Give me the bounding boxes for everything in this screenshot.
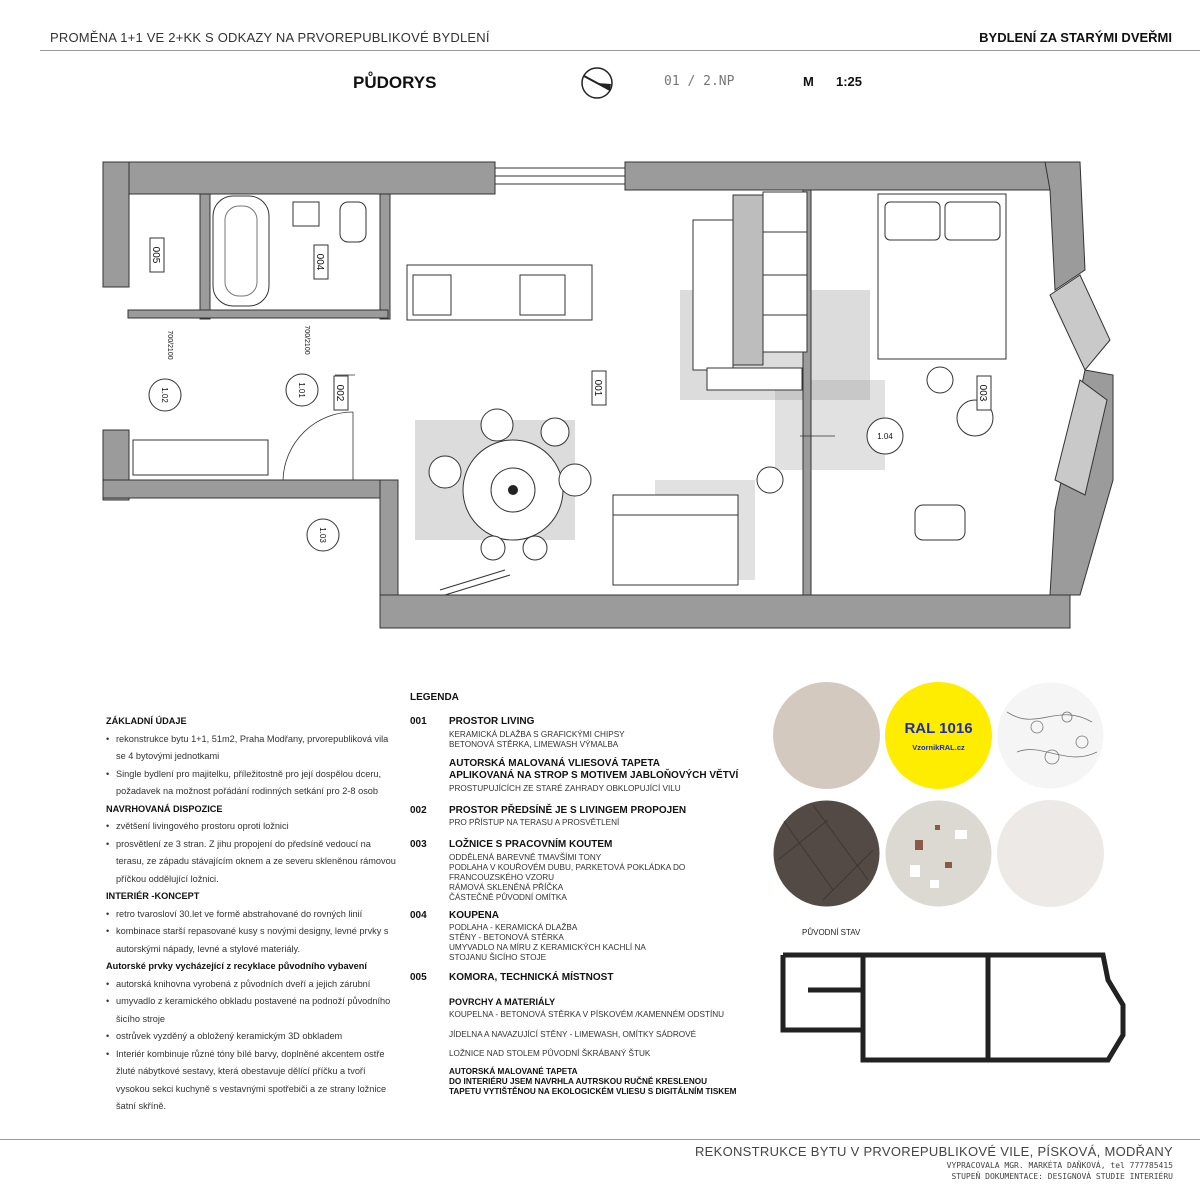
legend-heading: LEGENDA	[410, 692, 459, 703]
door-label: 1.02	[160, 387, 169, 403]
info-item: • Single bydlení pro majitelku, příležitostně pro její dospělou dceru, požadavek na možnost pořádání rodinných setkání pro 2-8 osob	[106, 766, 398, 801]
project-subtitle: BYDLENÍ ZA STARÝMI DVEŘMI	[979, 30, 1172, 45]
door-label: 1.01	[297, 382, 306, 398]
door-swings	[283, 412, 353, 480]
door-label: 1.04	[877, 432, 893, 441]
scale-label: M	[803, 74, 814, 89]
floor-plan	[95, 150, 1125, 635]
footer-title: REKONSTRUKCE BYTU V PRVOREPUBLIKOVÉ VILE, PÍSKOVÁ, MODŘANY	[694, 1144, 1173, 1159]
room-label: 002	[334, 384, 345, 402]
room-label: 001	[592, 379, 603, 397]
info-item: • umyvadlo z keramického obkladu postavené na podnoží původního šicího stroje	[106, 993, 398, 1028]
original-plan	[778, 950, 1134, 1070]
scale-value: 1:25	[836, 74, 863, 89]
terrazzo-swatch	[885, 800, 992, 907]
wardrobe	[763, 192, 807, 352]
partition	[693, 220, 733, 370]
info-item: • zvětšení livingového prostoru oproti ložnici	[106, 818, 398, 836]
footer-author: VYPRACOVALA MGR. MARKÉTA DAŇKOVÁ, tel 777785415	[946, 1161, 1173, 1170]
info-heading: Autorské prvky vycházející z recyklace původního vybavení	[106, 961, 367, 971]
info-item: • prosvětlení ze 3 stran. Z jihu propojení do předsíně vedoucí na terasu, ze západu stávajícím oknem a ze severu skleněnou rámovou příčkou oddělující ložnici.	[106, 836, 398, 889]
footer-divider	[0, 1139, 1200, 1140]
beige-swatch	[773, 682, 880, 789]
sofa	[613, 495, 738, 585]
cabinet	[133, 440, 268, 475]
smoked-oak-swatch	[773, 800, 880, 907]
project-title: PROMĚNA 1+1 VE 2+KK S ODKAZY NA PRVOREPUBLIKOVÉ BYDLENÍ	[50, 30, 490, 45]
sheet-title: PŮDORYS	[353, 73, 437, 92]
info-item: • Interiér kombinuje různé tóny bílé barvy, doplněné akcentem ostře žluté nábytkové sestavy, která obestavuje dělící příčku a tvoří vysokou sekci kuchyně s vestavnými spotřebiči a ze strany ložnice šatní skříně.	[106, 1046, 398, 1116]
ral-swatch	[885, 682, 992, 789]
room-label: 003	[977, 384, 988, 402]
toilet	[340, 202, 366, 242]
washbasin	[293, 202, 319, 226]
north-arrow-icon	[580, 66, 614, 100]
info-item: • retro tvarosloví 30.let ve formě abstrahované do rovných linií	[106, 906, 398, 924]
ral-source: VzornikRAL.cz	[912, 742, 965, 752]
stairs	[440, 570, 510, 595]
sheet-number: 01 / 2.NP	[664, 74, 735, 89]
info-item: • ostrůvek vyzděný a obložený keramickým 3D obkladem	[106, 1028, 398, 1046]
apple-branch-pattern	[997, 682, 1104, 789]
door-size: 700/2100	[166, 330, 173, 360]
info-heading: INTERIÉR -KONCEPT	[106, 891, 200, 901]
door-label: 1.03	[318, 527, 327, 543]
footer-stage: STUPEŇ DOKUMENTACE: DESIGNOVÁ STUDIE INTERIÉRU	[951, 1172, 1173, 1181]
bathtub	[213, 196, 269, 306]
room-label: 004	[314, 253, 325, 271]
door-size: 700/2100	[303, 325, 310, 355]
ral-title: RAL 1016	[904, 719, 973, 737]
header-divider	[40, 50, 1200, 51]
info-heading: ZÁKLADNÍ ÚDAJE	[106, 716, 187, 726]
info-item: • autorská knihovna vyrobená z původních dveří a jejich zárubní	[106, 976, 398, 994]
project-info	[106, 713, 398, 1116]
marble-swatch	[997, 800, 1104, 907]
info-item: • rekonstrukce bytu 1+1, 51m2, Praha Modřany, prvorepubliková vila se 4 bytovými jednotkami	[106, 731, 398, 766]
room-label: 005	[150, 246, 161, 264]
info-heading: NAVRHOVANÁ DISPOZICE	[106, 803, 223, 814]
original-state-label: PŮVODNÍ STAV	[802, 928, 861, 937]
info-item: • kombinace starší repasované kusy s novými designy, levné prvky s autorskými nápady, levné a stylové materiály.	[106, 923, 398, 958]
